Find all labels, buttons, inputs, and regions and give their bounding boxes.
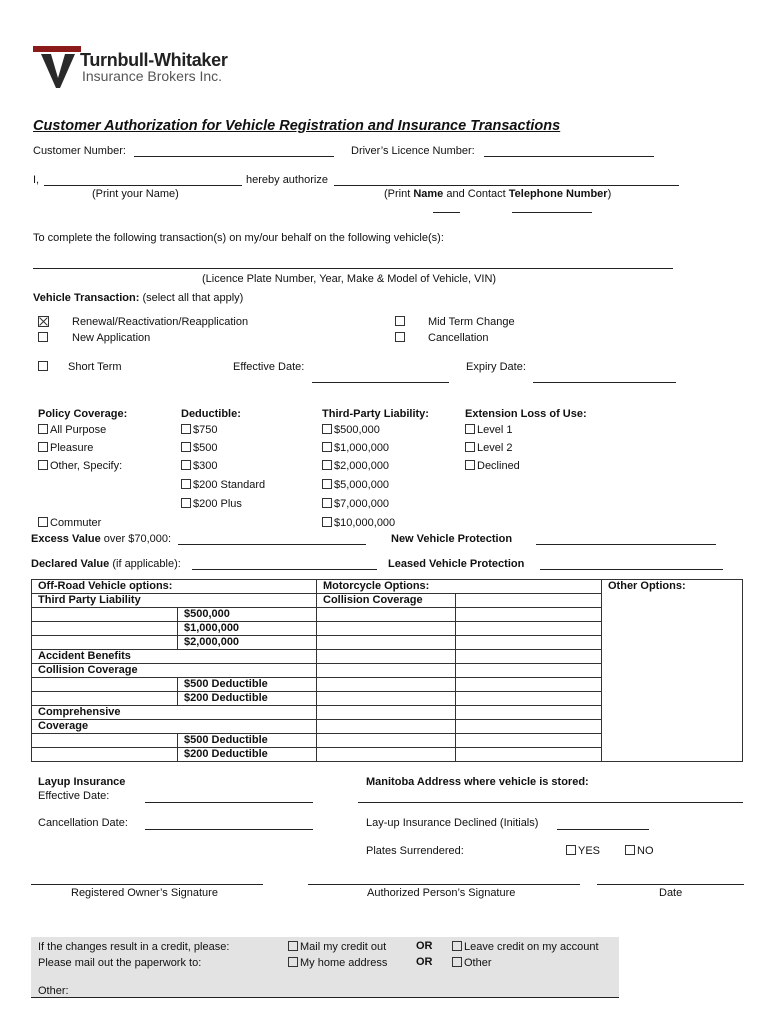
layup-effective-label: Effective Date: — [38, 790, 110, 802]
vehicle-info-label: (Licence Plate Number, Year, Make & Model of Vehicle, VIN) — [202, 273, 497, 285]
i-label: I, — [33, 174, 40, 186]
checkbox-icon[interactable] — [322, 479, 332, 489]
plates-no-label: NO — [637, 845, 654, 857]
table-cell[interactable] — [32, 678, 178, 692]
liability-label: $7,000,000 — [334, 498, 390, 510]
checkbox-icon[interactable] — [38, 442, 48, 452]
checkbox-icon[interactable] — [465, 424, 475, 434]
liability-7m[interactable] — [322, 498, 389, 510]
extension-label: Level 2 — [477, 442, 513, 454]
table-cell[interactable] — [456, 636, 602, 650]
table-cell[interactable] — [317, 678, 456, 692]
credit-box-bottom-border — [31, 997, 619, 998]
table-cell[interactable] — [456, 748, 602, 762]
licence-number-field[interactable] — [484, 156, 654, 157]
leased-vehicle-protection-field[interactable] — [540, 569, 723, 570]
checkbox-icon[interactable] — [181, 460, 191, 470]
deductible-200-standard[interactable] — [181, 479, 265, 491]
checkbox-icon[interactable] — [181, 479, 191, 489]
licence-number-label: Driver’s Licence Number: — [351, 145, 475, 157]
new-vehicle-protection-label: New Vehicle Protection — [391, 533, 513, 545]
policy-item-label: All Purpose — [50, 424, 107, 436]
comprehensive-label: Comprehensive — [32, 706, 317, 720]
deductible-300[interactable] — [181, 460, 217, 472]
policy-pleasure[interactable] — [38, 442, 93, 454]
mid-term-option[interactable] — [395, 316, 407, 328]
other-option-label: Other — [464, 957, 492, 969]
renewal-option[interactable] — [38, 316, 49, 329]
vehicle-info-field[interactable] — [33, 268, 673, 269]
options-table — [31, 579, 743, 762]
liability-500k[interactable] — [322, 424, 380, 436]
liability-label: $1,000,000 — [334, 442, 390, 454]
expiry-date-field[interactable] — [533, 382, 676, 383]
checkbox-icon[interactable] — [38, 517, 48, 527]
deductible-label: $750 — [193, 424, 218, 436]
table-cell[interactable] — [456, 650, 602, 664]
plates-yes-label: YES — [578, 845, 601, 857]
plates-no-option[interactable] — [625, 845, 654, 857]
table-cell[interactable] — [32, 622, 178, 636]
table-cell[interactable] — [317, 706, 456, 720]
coverage-label: Coverage — [32, 720, 317, 734]
motorcycle-header: Motorcycle Options: — [317, 580, 602, 594]
checkbox-icon[interactable] — [395, 316, 405, 326]
liability-label: $5,000,000 — [334, 479, 390, 491]
checkbox-icon[interactable] — [452, 941, 462, 951]
table-cell[interactable] — [456, 664, 602, 678]
table-cell[interactable] — [317, 664, 456, 678]
deductible-label: $300 — [193, 460, 218, 472]
extension-label: Level 1 — [477, 424, 513, 436]
checkbox-icon[interactable] — [322, 424, 332, 434]
deductible-500[interactable] — [181, 442, 217, 454]
extension-header: Extension Loss of Use: — [465, 408, 587, 420]
checkbox-icon[interactable] — [322, 498, 332, 508]
customer-number-field[interactable] — [134, 156, 334, 157]
checkbox-icon[interactable] — [465, 460, 475, 470]
authorized-person-field[interactable] — [334, 185, 679, 186]
company-logo — [33, 44, 83, 93]
table-cell[interactable] — [456, 720, 602, 734]
logo-name: Turnbull-Whitaker — [80, 50, 228, 70]
checked-checkbox-icon[interactable] — [38, 316, 49, 327]
logo-subtitle: Insurance Brokers Inc. — [82, 68, 223, 84]
table-cell[interactable] — [456, 692, 602, 706]
layup-cancellation-label: Cancellation Date: — [38, 817, 128, 829]
print-contact-label — [384, 188, 611, 200]
policy-item-label: Pleasure — [50, 442, 94, 454]
table-cell[interactable] — [317, 720, 456, 734]
liability-10m[interactable] — [322, 517, 395, 529]
table-cell[interactable] — [456, 734, 602, 748]
table-cell[interactable] — [317, 608, 456, 622]
mail-credit-option[interactable] — [288, 941, 386, 953]
table-cell[interactable] — [456, 678, 602, 692]
transaction-label: Vehicle Transaction: — [33, 292, 140, 304]
extension-label: Declined — [477, 460, 520, 472]
renewal-label: Renewal/Reactivation/Reapplication — [72, 316, 249, 328]
deductible-750[interactable] — [181, 424, 217, 436]
excess-value-label — [31, 533, 171, 545]
or-label-2: OR — [416, 956, 433, 968]
other-option[interactable] — [452, 957, 492, 969]
declared-rest: (if applicable): — [112, 558, 181, 570]
table-cell[interactable] — [317, 622, 456, 636]
layup-cancellation-field[interactable] — [145, 829, 313, 830]
tpl-value: $500,000 — [178, 608, 317, 622]
policy-commuter[interactable] — [38, 517, 101, 529]
excess-value-field[interactable] — [178, 544, 366, 545]
credit-line-1: If the changes result in a credit, please: — [38, 941, 230, 953]
declared-bold: Declared Value — [31, 558, 110, 570]
table-cell[interactable] — [456, 706, 602, 720]
checkbox-icon[interactable] — [625, 845, 635, 855]
other-options-header: Other Options: — [602, 580, 743, 762]
checkbox-icon[interactable] — [288, 941, 298, 951]
accident-benefits-label: Accident Benefits — [32, 650, 317, 664]
table-cell[interactable] — [32, 636, 178, 650]
checkbox-icon[interactable] — [181, 424, 191, 434]
name-underline — [433, 212, 460, 213]
new-application-option[interactable] — [38, 332, 50, 344]
table-cell[interactable] — [317, 748, 456, 762]
effective-date-field[interactable] — [312, 382, 449, 383]
declared-value-label — [31, 558, 181, 570]
deductible-label: $200 Standard — [193, 479, 266, 491]
print-contact-pre: (Print — [384, 188, 414, 200]
checkbox-icon[interactable] — [38, 361, 48, 371]
liability-label: $10,000,000 — [334, 517, 396, 529]
extension-level-2[interactable] — [465, 442, 512, 454]
date-label: Date — [659, 887, 683, 899]
authorized-signature-field[interactable] — [308, 884, 580, 885]
date-field[interactable] — [597, 884, 744, 885]
home-address-option[interactable] — [288, 957, 387, 969]
table-cell[interactable] — [317, 692, 456, 706]
table-cell[interactable] — [32, 692, 178, 706]
liability-1m[interactable] — [322, 442, 389, 454]
tpl-value: $1,000,000 — [178, 622, 317, 636]
collision-coverage-label: Collision Coverage — [32, 664, 317, 678]
or-label-1: OR — [416, 940, 433, 952]
policy-item-label: Other, Specify: — [50, 460, 123, 472]
customer-number-label: Customer Number: — [33, 145, 126, 157]
checkbox-icon[interactable] — [322, 460, 332, 470]
table-cell[interactable] — [32, 608, 178, 622]
checkbox-icon[interactable] — [181, 498, 191, 508]
liability-label: $500,000 — [334, 424, 380, 436]
extension-declined[interactable] — [465, 460, 520, 472]
deductible-label: $200 Plus — [193, 498, 242, 510]
table-cell[interactable] — [32, 748, 178, 762]
plates-surrendered-label: Plates Surrendered: — [366, 845, 464, 857]
owner-signature-field[interactable] — [31, 884, 263, 885]
excess-bold: Excess Value — [31, 533, 101, 545]
checkbox-icon[interactable] — [395, 332, 405, 342]
new-application-label: New Application — [72, 332, 151, 344]
transaction-hint: (select all that apply) — [142, 292, 244, 304]
checkbox-icon[interactable] — [38, 332, 48, 342]
checkbox-icon[interactable] — [566, 845, 576, 855]
table-cell[interactable] — [32, 734, 178, 748]
manitoba-address-field[interactable] — [358, 802, 743, 803]
checkbox-icon[interactable] — [38, 460, 48, 470]
collision-value: $200 Deductible — [178, 692, 317, 706]
print-contact-post: ) — [607, 188, 612, 200]
checkbox-icon[interactable] — [38, 424, 48, 434]
logo-mark-icon — [33, 44, 83, 90]
liability-header: Third-Party Liability: — [322, 408, 429, 420]
plates-yes-option[interactable] — [566, 845, 600, 857]
policy-coverage-header: Policy Coverage: — [38, 408, 128, 420]
manitoba-address-label: Manitoba Address where vehicle is stored: — [366, 776, 589, 788]
layup-declined-field[interactable] — [557, 829, 649, 830]
policy-all-purpose[interactable] — [38, 424, 106, 436]
policy-item-label: Commuter — [50, 517, 102, 529]
owner-signature-label: Registered Owner’s Signature — [71, 887, 218, 899]
authorized-signature-label: Authorized Person’s Signature — [367, 887, 516, 899]
liability-2m[interactable] — [322, 460, 389, 472]
collision-value: $500 Deductible — [178, 678, 317, 692]
print-contact-mid: and Contact — [443, 188, 509, 200]
credit-line-2: Please mail out the paperwork to: — [38, 957, 202, 969]
policy-other[interactable] — [38, 460, 122, 472]
leased-vehicle-protection-label: Leased Vehicle Protection — [388, 558, 525, 570]
table-cell[interactable] — [456, 622, 602, 636]
table-cell[interactable] — [317, 734, 456, 748]
checkbox-icon[interactable] — [452, 957, 462, 967]
table-cell[interactable] — [317, 636, 456, 650]
excess-rest: over $70,000: — [103, 533, 172, 545]
table-cell[interactable] — [456, 608, 602, 622]
effective-date-label: Effective Date: — [233, 361, 305, 373]
instruction-text: To complete the following transaction(s) on my/our behalf on the following vehicle(s): — [33, 232, 444, 244]
moto-collision-label: Collision Coverage — [317, 594, 456, 608]
comprehensive-value: $200 Deductible — [178, 748, 317, 762]
tpl-label: Third Party Liability — [32, 594, 317, 608]
checkbox-icon[interactable] — [322, 517, 332, 527]
mail-credit-label: Mail my credit out — [300, 941, 387, 953]
checkbox-icon[interactable] — [181, 442, 191, 452]
comprehensive-value: $500 Deductible — [178, 734, 317, 748]
short-term-option[interactable] — [38, 361, 50, 373]
layup-declined-label: Lay-up Insurance Declined (Initials) — [366, 817, 539, 829]
deductible-200-plus[interactable] — [181, 498, 242, 510]
layup-insurance-title: Layup Insurance — [38, 776, 126, 788]
liability-label: $2,000,000 — [334, 460, 390, 472]
extension-level-1[interactable] — [465, 424, 512, 436]
print-contact-name: Name — [413, 188, 444, 200]
other-label: Other: — [38, 985, 69, 997]
leave-credit-option[interactable] — [452, 941, 599, 953]
tpl-value: $2,000,000 — [178, 636, 317, 650]
new-vehicle-protection-field[interactable] — [536, 544, 716, 545]
short-term-label: Short Term — [68, 361, 122, 373]
cancellation-option[interactable] — [395, 332, 407, 344]
liability-5m[interactable] — [322, 479, 389, 491]
vehicle-transaction-label — [33, 292, 243, 304]
deductible-label: $500 — [193, 442, 218, 454]
authorize-label: hereby authorize — [246, 174, 328, 186]
expiry-date-label: Expiry Date: — [466, 361, 526, 373]
phone-underline — [512, 212, 592, 213]
cancellation-label: Cancellation — [428, 332, 489, 344]
print-name-label: (Print your Name) — [92, 188, 179, 200]
home-address-label: My home address — [300, 957, 388, 969]
checkbox-icon[interactable] — [465, 442, 475, 452]
table-cell[interactable] — [317, 650, 456, 664]
deductible-header: Deductible: — [181, 408, 241, 420]
mid-term-label: Mid Term Change — [428, 316, 515, 328]
checkbox-icon[interactable] — [322, 442, 332, 452]
declared-value-field[interactable] — [192, 569, 377, 570]
checkbox-icon[interactable] — [288, 957, 298, 967]
offroad-header: Off-Road Vehicle options: — [32, 580, 317, 594]
leave-credit-label: Leave credit on my account — [464, 941, 599, 953]
page-title: Customer Authorization for Vehicle Registration and Insurance Transactions — [33, 118, 561, 134]
customer-name-field[interactable] — [44, 185, 242, 186]
table-cell[interactable] — [456, 594, 602, 608]
print-contact-phone: Telephone Number — [508, 188, 608, 200]
layup-effective-field[interactable] — [145, 802, 313, 803]
